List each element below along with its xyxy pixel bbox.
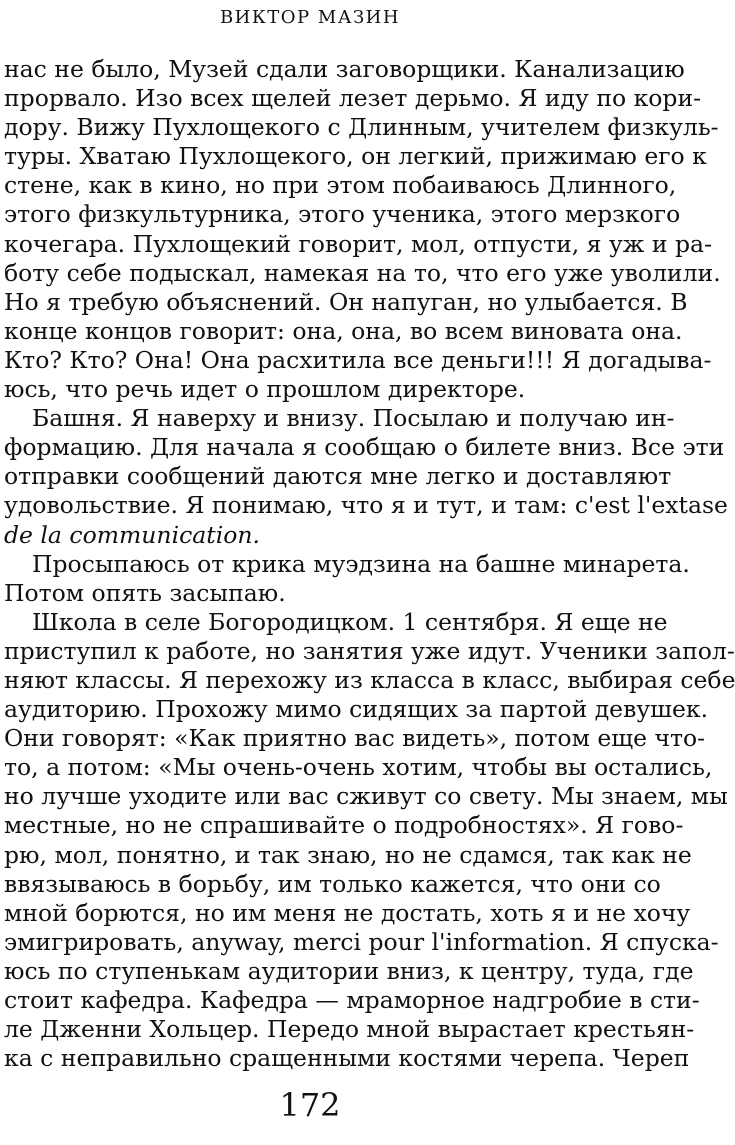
text-line: эмигрировать, anyway, merci pour l'information. Я спуска- [4,927,719,956]
text-line: кочегара. Пухлощекий говорит, мол, отпусти, я уж и ра- [4,229,713,258]
text-line: ле Дженни Хольцер. Передо мной вырастает крестьян- [4,1015,695,1044]
page-number: 172 [279,1086,341,1124]
text-line: Потом опять засыпаю. [4,578,286,607]
text-line: Просыпаюсь от крика муэдзина на башне минарета. [32,549,690,578]
text-line: юсь по ступенькам аудитории вниз, к центру, туда, где [4,956,694,985]
text-line: приступил к работе, но занятия уже идут. Ученики запол- [4,636,735,665]
text-line: аудиторию. Прохожу мимо сидящих за партой девушек. [4,695,709,724]
text-line: прорвало. Изо всех щелей лезет дерьмо. Я иду по кори- [4,84,702,113]
text-line: ввязываюсь в борьбу, им только кажется, что они со [4,869,661,898]
text-line: ка с неправильно сращенными костями черепа. Череп [4,1044,690,1073]
text-line: юсь, что речь идет о прошлом директоре. [4,375,526,404]
text-line: стене, как в кино, но при этом побаиваюсь Длинного, [4,171,677,200]
text-line: Но я требую объяснений. Он напуган, но улыбается. В [4,287,688,316]
text-line: удовольствие. Я понимаю, что я и тут, и там: c'est l'extase [4,491,728,520]
text-line: формацию. Для начала я сообщаю о билете вниз. Все эти [4,433,725,462]
text-line: то, а потом: «Мы очень-очень хотим, чтобы вы остались, [4,753,713,782]
text-line: отправки сообщений даются мне легко и доставляют [4,462,672,491]
text-line: этого физкультурника, этого ученика, этого мерзкого [4,200,681,229]
text-line: нас не было, Музей сдали заговорщики. Канализацию [4,55,685,83]
text-line: мной борются, но им меня не достать, хоть я и не хочу [4,898,691,927]
text-line: Школа в селе Богородицком. 1 сентября. Я еще не [32,607,668,636]
text-line: Башня. Я наверху и внизу. Посылаю и получаю ин- [32,404,675,433]
text-line: боту себе подыскал, намекая на то, что его уже уволили. [4,258,721,287]
text-line: конце концов говорит: она, она, во всем виновата она. [4,316,683,345]
text-line: местные, но не спрашивайте о подробностях». Я гово- [4,811,684,840]
text-line: стоит кафедра. Кафедра — мраморное надгробие в сти- [4,986,700,1014]
text-line: но лучше уходите или вас сживут со свету. Мы знаем, мы [4,782,728,811]
text-line: рю, мол, понятно, и так знаю, но не сдамся, так как не [4,840,692,869]
text-line: de la communication. [4,520,260,549]
text-line: Кто? Кто? Она! Она расхитила все деньги!!! Я догадыва- [4,345,712,374]
text-line: дору. Вижу Пухлощекого с Длинным, учителем физкуль- [4,113,719,142]
text-line: няют классы. Я перехожу из класса в класс, выбирая себе [4,665,735,694]
text-line: Они говорят: «Как приятно вас видеть», потом еще что- [4,724,706,753]
text-line: туры. Хватаю Пухлощекого, он легкий, прижимаю его к [4,142,707,171]
running-head: ВИКТОР МАЗИН [219,7,401,28]
body-text [4,55,735,1073]
